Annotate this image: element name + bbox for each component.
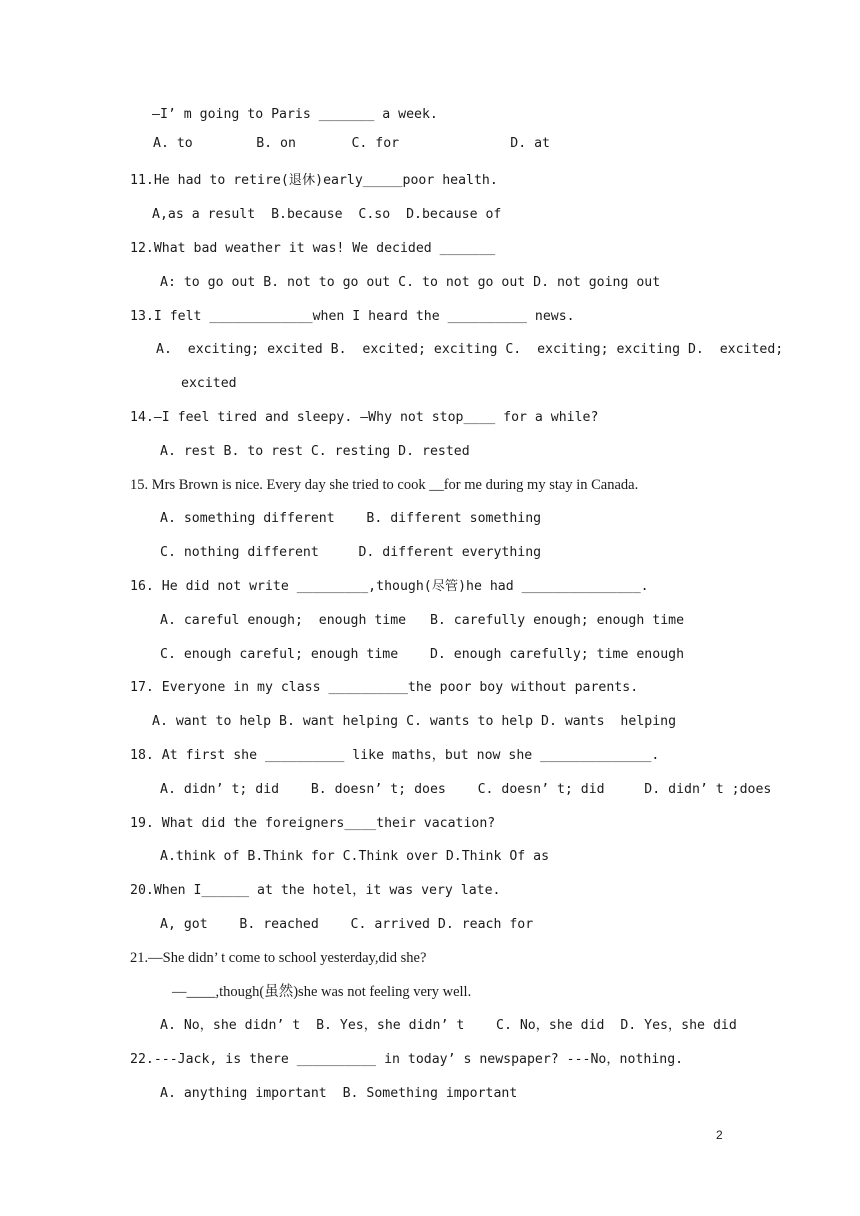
question-17-options: A. want to help B. want helping C. wants to help D. wants helping	[152, 714, 677, 729]
question-11-options: A,as a result B.because C.so D.because of	[152, 207, 502, 222]
question-12-stem: 12.What bad weather it was! We decided _______	[130, 241, 496, 256]
question-16-options-ab: A. careful enough; enough time B. carefully enough; enough time	[160, 613, 685, 628]
question-18-options: A. didn’ t; did B. doesn’ t; does C. doesn’ t; did D. didn’ t ;does	[160, 782, 772, 797]
question-20-stem: 20.When I______ at the hotel，it was very late.	[130, 883, 501, 898]
question-13-options-continued: excited	[181, 376, 237, 391]
question-16-options-cd: C. enough careful; enough time D. enough carefully; time enough	[160, 647, 685, 662]
question-14-stem: 14.—I feel tired and sleepy. —Why not stop____ for a while?	[130, 410, 599, 425]
page-number: 2	[716, 1128, 723, 1142]
question-11-stem: 11.He had to retire(退休)early_____poor health.	[130, 173, 498, 188]
question-15-options-ab: A. something different B. different something	[160, 511, 542, 526]
question-16-stem: 16. He did not write _________,though(尽管)he had _______________.	[130, 579, 649, 594]
question-19-options: A.think of B.Think for C.Think over D.Think Of as	[160, 849, 550, 864]
question-19-stem: 19. What did the foreigners____their vacation?	[130, 816, 496, 831]
question-12-options: A: to go out B. not to go out C. to not go out D. not going out	[160, 275, 661, 290]
question-21-reply: —____,though(虽然)she was not feeling very well.	[172, 984, 472, 1000]
question-22-stem: 22.---Jack, is there __________ in today’ s newspaper? ---No，nothing.	[130, 1052, 684, 1067]
question-15-options-cd: C. nothing different D. different everything	[160, 545, 542, 560]
question-10-stem: —I’ m going to Paris _______ a week.	[152, 107, 438, 122]
question-21-options: A. No，she didn’ t B. Yes，she didn’ t C. No，she did D. Yes，she did	[160, 1018, 737, 1033]
question-18-stem: 18. At first she __________ like maths，but now she ______________.	[130, 748, 660, 763]
question-21-stem: 21.—She didn’ t come to school yesterday,did she?	[130, 950, 427, 966]
question-14-options: A. rest B. to rest C. resting D. rested	[160, 444, 470, 459]
question-20-options: A, got B. reached C. arrived D. reach for	[160, 917, 534, 932]
question-15-stem: 15. Mrs Brown is nice. Every day she tried to cook __for me during my stay in Canada.	[130, 477, 639, 493]
question-10-options: A. to B. on C. for D. at	[153, 136, 550, 151]
question-13-stem: 13.I felt _____________when I heard the __________ news.	[130, 309, 575, 324]
question-17-stem: 17. Everyone in my class __________the poor boy without parents.	[130, 680, 639, 695]
question-22-options: A. anything important B. Something important	[160, 1086, 518, 1101]
question-13-options: A. exciting; excited B. excited; exciting C. exciting; exciting D. excited;	[156, 342, 784, 357]
